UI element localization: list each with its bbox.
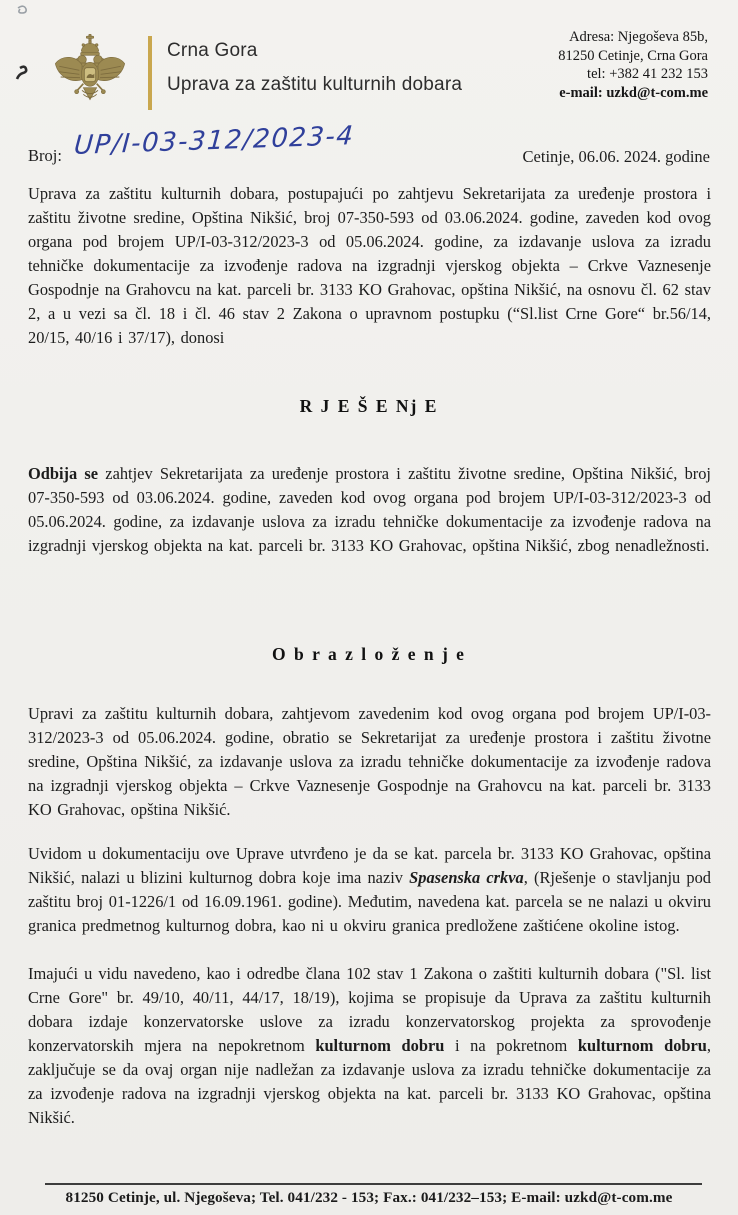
header-address-line1: Adresa: Njegoševa 85b, — [569, 29, 708, 45]
org-name: Uprava za zaštitu kulturnih dobara — [167, 74, 463, 95]
reference-number-label: Broj: — [28, 146, 62, 165]
rationale-paragraph-2: Uvidom u dokumentaciju ove Uprave utvrđeno je da se kat. parcela br. 3133 KO Grahovac, opština Nikšić, nalazi u blizini kulturnog dobra koje ima naziv Spasenska crkva, (Rješenje o stavljanju pod zaštitu broj 01-1226/1 od 16.09.1961. godine). Međutim, navedena kat. parcela se ne nalazi u okviru granica predmetnog kulturnog dobra, kao ni u okviru granica predložene zaštićene okoline istog. — [28, 844, 711, 935]
reference-row — [28, 121, 710, 184]
rationale-paragraph-3: Imajući u vidu navedeno, kao i odredbe člana 102 stav 1 Zakona o zaštiti kulturnih dobara ("Sl. list Crne Gore" br. 49/10, 40/11, 44/17, 18/19), kojima se propisuje da Uprava za zaštitu kulturnih dobara izdaje konzervatorske uslove za izradu konzervatorskog projekta za sprovođenje konzervatorskih mjera na nepokretnom kulturnom dobru i na pokretnom kulturnom dobru, zaključuje se da ovaj organ nije nadležan za izdavanje uslova za izradu tehničke dokumentacije za za izvođenje radova na izgradnji vjerskog objekta na kat. parceli br. 3133 KO Grahovac, opština Nikšić. — [28, 964, 711, 1127]
footer-rule — [45, 1183, 702, 1185]
rationale-paragraph-1: Upravi za zaštitu kulturnih dobara, zahtjevom zavedenim kod ovog organa pod brojem UP/I-03-312/2023-3 od 05.06.2024. godine, obratio se Sekretarijat za uređenje prostora i zaštitu životne sredine, Opština Nikšić, za izdavanje uslova za izradu tehničke dokumentacije za izvođenje radova na izgradnji vjerskog objekta – Crkve Vaznesenje Gospodnje na Grahovcu na kat. parceli br. 3133 KO Grahovac, opština Nikšić. — [28, 704, 711, 819]
header-address-line2: 81250 Cetinje, Crna Gora — [558, 47, 708, 64]
org-country: Crna Gora — [167, 40, 258, 61]
letterhead — [44, 33, 462, 113]
header-phone: tel: +382 41 232 153 — [587, 66, 708, 82]
footer-contact-line: 81250 Cetinje, ul. Njegoševa; Tel. 041/232 - 153; Fax.: 041/232–153; E-mail: uzkd@t-com.me — [65, 1189, 673, 1206]
scan-artifact-marks — [4, 2, 38, 94]
reference-number-handwritten: UP/I-03-312/2023-4 — [73, 121, 356, 161]
rationale-heading: O b r a z l o ž e n j e — [272, 644, 466, 664]
header-contact-block — [558, 28, 708, 102]
place-date-line: Cetinje, 06.06. 2024. godine — [522, 147, 710, 166]
decision-paragraph: Odbija se zahtjev Sekretarijata za uređenje prostora i zaštitu životne sredine, Opština Nikšić, broj 07-350-593 od 03.06.2024. godine, zaveden kod ovog organa pod brojem UP/I-03-312/2023-3 od 05.06.2024. godine, za izdavanje uslova za izradu tehničke dokumentacije za izvođenje radova na izgradnji vjerskog objekta na kat. parceli br. 3133 KO Grahovac, opština Nikšić, zbog nenadležnosti. — [28, 464, 711, 555]
montenegro-coat-of-arms-icon — [44, 33, 136, 113]
header-email: e-mail: uzkd@t-com.me — [559, 84, 708, 101]
letterhead-divider — [148, 36, 152, 110]
decision-heading: R J E Š E Nj E — [299, 396, 439, 416]
intro-paragraph: Uprava za zaštitu kulturnih dobara, postupajući po zahtjevu Sekretarijata za uređenje prostora i zaštitu životne sredine, Opština Nikšić, broj 07-350-593 od 03.06.2024. godine, zaveden kod ovog organa pod brojem UP/I-03-312/2023-3 od 05.06.2024. godine, za izdavanje uslova za izradu tehničke dokumentacije za izvođenje radova na izgradnji vjerskog objekta – Crkve Vaznesenje Gospodnje na Grahovcu na kat. parceli br. 3133 KO Grahovac, opština Nikšić, na osnovu čl. 62 stav 2, a u vezi sa čl. 18 i čl. 46 stav 2 Zakona o upravnom postupku (“Sl.list Crne Gore“ br.56/14, 20/15, 40/16 i 37/17), donosi — [28, 184, 711, 347]
